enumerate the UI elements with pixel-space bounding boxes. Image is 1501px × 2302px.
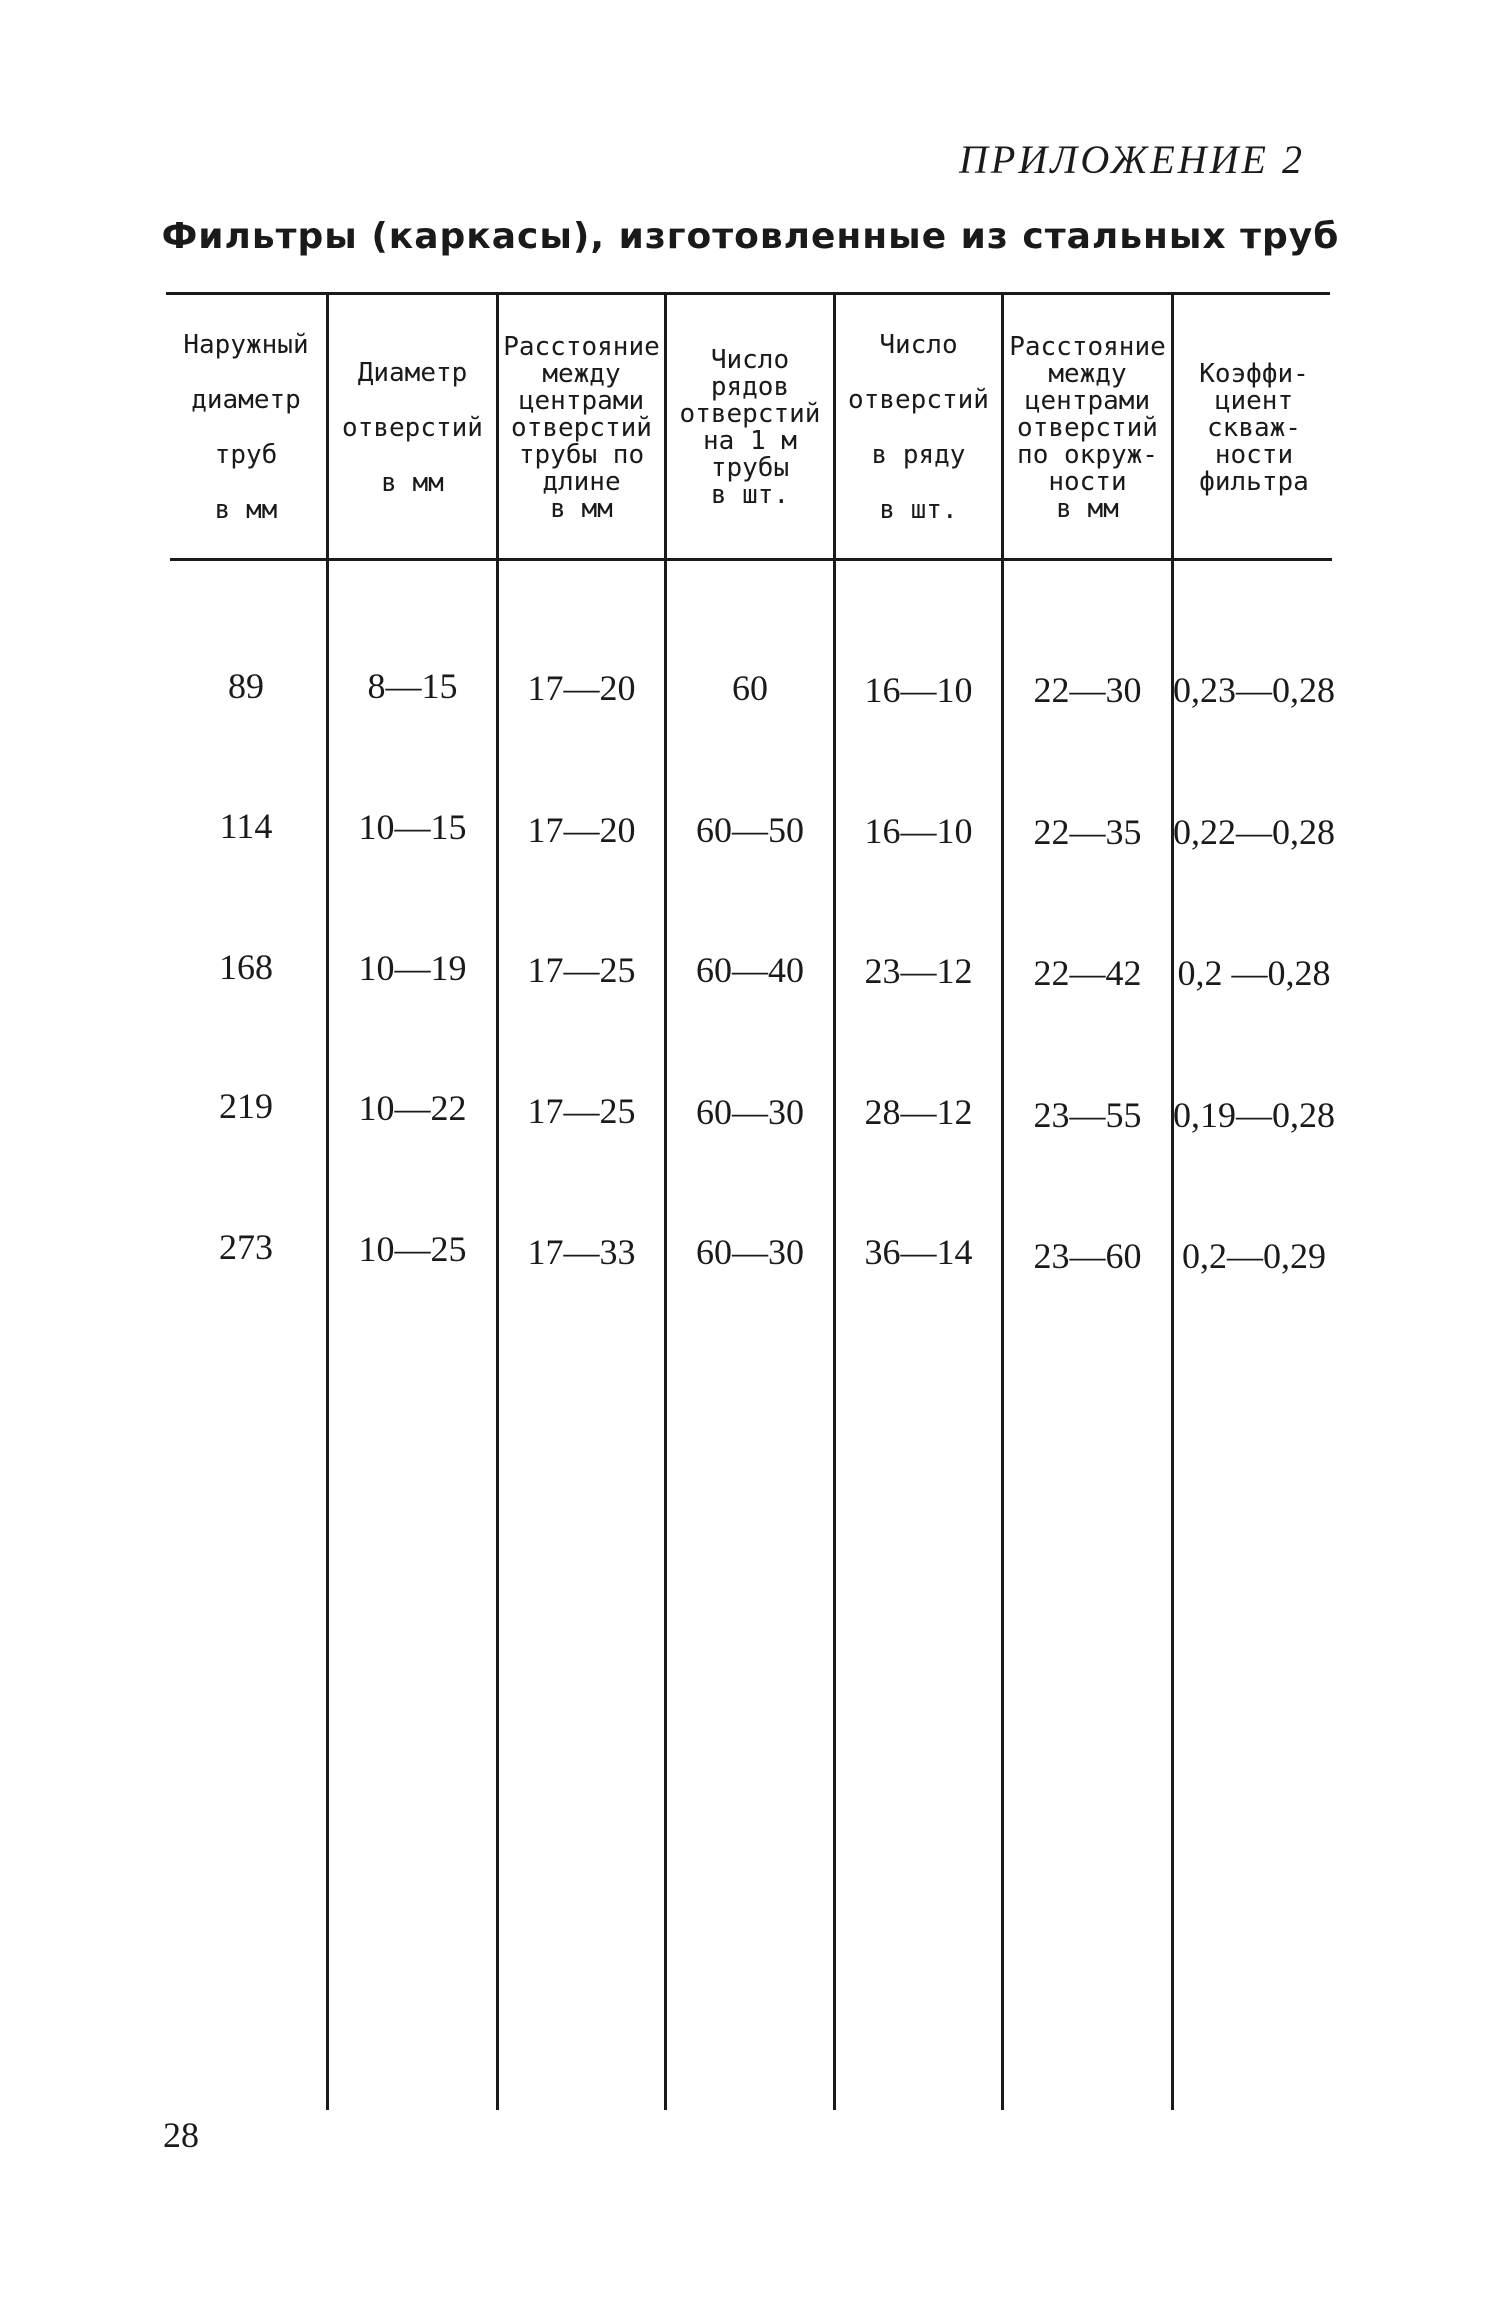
table-cell: 17—20 xyxy=(527,810,636,850)
table-header-rule xyxy=(170,558,1332,561)
table-cell: 10—25 xyxy=(358,1229,467,1269)
table-cell: 114 xyxy=(219,806,273,846)
header-circumference-spacing: Расстояние между центрами отверстий по окруж- ности в мм xyxy=(1009,331,1166,524)
table-cell: 17—33 xyxy=(527,1232,636,1272)
column-divider xyxy=(833,292,836,2110)
table-cell: 0,23—0,28 xyxy=(1173,670,1335,710)
column-divider xyxy=(1001,292,1004,2110)
table-cell: 60 xyxy=(732,668,768,708)
page-title: Фильтры (каркасы), изготовленные из стальных труб xyxy=(161,216,1340,257)
table-cell: 10—15 xyxy=(358,807,467,847)
table-cell: 17—20 xyxy=(527,668,636,708)
table-cell: 60—50 xyxy=(696,810,804,850)
header-porosity-coefficient: Коэффи- циент скваж- ности фильтра xyxy=(1199,358,1309,497)
table-cell: 0,2 —0,28 xyxy=(1177,953,1331,993)
column-divider xyxy=(1171,292,1174,2110)
appendix-label: ПРИЛОЖЕНИЕ 2 xyxy=(959,137,1305,182)
column-divider xyxy=(326,292,329,2110)
table-cell: 0,22—0,28 xyxy=(1173,812,1335,852)
table-cell: 89 xyxy=(228,666,264,706)
table-cell: 17—25 xyxy=(527,1091,636,1131)
table-cell: 22—35 xyxy=(1033,812,1142,852)
table-cell: 10—22 xyxy=(358,1088,467,1128)
table-cell: 22—42 xyxy=(1033,953,1142,993)
table-cell: 10—19 xyxy=(358,948,467,988)
table-cell: 23—55 xyxy=(1033,1095,1142,1135)
table-cell: 23—60 xyxy=(1033,1236,1142,1276)
header-holes-per-row: Число отверстий в ряду в шт. xyxy=(848,330,989,525)
table-cell: 16—10 xyxy=(864,670,973,710)
column-divider xyxy=(496,292,499,2110)
table-cell: 273 xyxy=(219,1227,273,1267)
table-cell: 16—10 xyxy=(864,811,973,851)
table-cell: 36—14 xyxy=(864,1232,973,1272)
table-cell: 219 xyxy=(219,1086,273,1126)
table-cell: 60—30 xyxy=(696,1232,804,1272)
table-cell: 0,2—0,29 xyxy=(1182,1236,1326,1276)
header-outer-diameter: Наружный диаметр труб в мм xyxy=(183,330,309,525)
table-cell: 8—15 xyxy=(367,666,458,706)
table-cell: 60—30 xyxy=(696,1092,804,1132)
table-top-rule xyxy=(166,292,1330,295)
table-cell: 28—12 xyxy=(864,1092,973,1132)
header-hole-diameter: Диаметр отверстий в мм xyxy=(342,357,483,498)
column-divider xyxy=(664,292,667,2110)
header-length-spacing: Расстояние между центрами отверстий трубы по длине в мм xyxy=(503,331,660,524)
table-cell: 17—25 xyxy=(527,950,636,990)
header-rows-per-meter: Число рядов отверстий на 1 м трубы в шт. xyxy=(679,345,821,510)
table-cell: 0,19—0,28 xyxy=(1173,1095,1335,1135)
table-cell: 23—12 xyxy=(864,951,973,991)
table-cell: 60—40 xyxy=(696,950,804,990)
table-cell: 168 xyxy=(219,947,273,987)
page-number: 28 xyxy=(163,2115,199,2155)
table-cell: 22—30 xyxy=(1033,670,1142,710)
